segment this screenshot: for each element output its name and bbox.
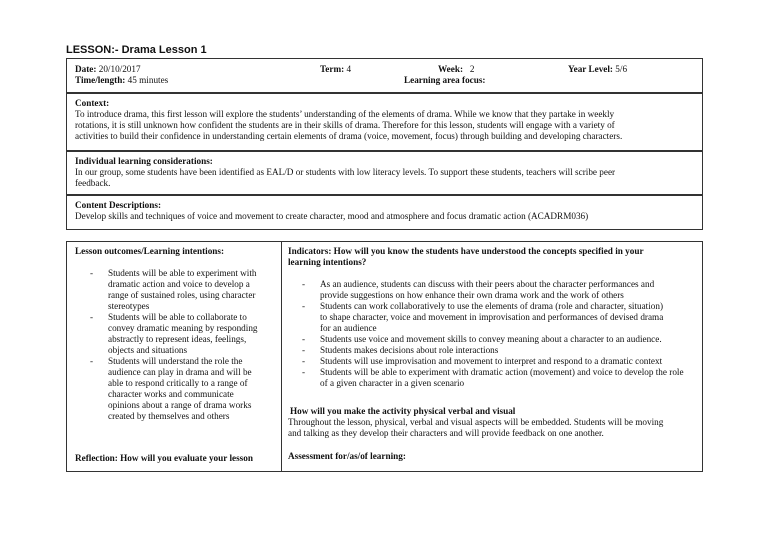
week-label: Week: — [438, 64, 464, 74]
week-value: 2 — [469, 64, 475, 74]
individual-heading: Individual learning considerations: — [75, 156, 213, 166]
date-row — [75, 64, 141, 75]
physical-heading: How will you make the activity physical verbal and visual — [290, 406, 516, 416]
term-label: Term: — [320, 64, 345, 74]
time-value: 45 minutes — [127, 75, 169, 85]
individual-line: In our group, some students have been identified as EAL/D or students with low literacy levels. To support these students, teachers will scribe peer — [75, 167, 616, 177]
assessment-heading: Assessment for/as/of learning: — [288, 451, 406, 461]
outcome-item: - Students will understand the role the audience can play in drama and will be able to respond critically to a range of character works and communicate opinions about a range of drama works created by themselves and others — [90, 356, 252, 421]
physical-line: Throughout the lesson, physical, verbal and visual aspects will be embedded. Students will be moving — [288, 417, 664, 427]
week-row — [438, 64, 475, 75]
outcomes-list — [90, 268, 278, 422]
date-label: Date: — [75, 64, 97, 74]
context-line: activities to build their confidence in understanding certain elements of drama (voice, movement, focus) through building and developing characters. — [75, 131, 623, 141]
year-row — [568, 64, 627, 75]
indicator-item: - Students will use improvisation and movement to interpret and respond to a dramatic context — [302, 356, 663, 366]
outcome-item: - Students will be able to collaborate to convey dramatic meaning by responding abstractly to represent ideas, feelings, objects and situations — [90, 312, 258, 355]
indicator-item: - Students makes decisions about role interactions — [302, 345, 499, 355]
indicator-item: - Students will be able to experiment with dramatic action (movement) and voice to develop the role of a given character in a given scenario — [302, 367, 684, 388]
indicator-item: - Students use voice and movement skills to convey meaning about a character to an audience. — [302, 334, 662, 344]
content-heading: Content Descriptions: — [75, 200, 161, 210]
column-divider — [281, 241, 282, 472]
individual-line: feedback. — [75, 178, 111, 188]
physical-line: and talking as they develop their characters and will provide feedback on one another. — [288, 428, 604, 438]
indicator-item: - As an audience, students can discuss with their peers about the character performances and provide suggestions on how enhance their own drama work and the work of others — [302, 279, 655, 300]
indicator-item: - Students can work collaboratively to use the elements of drama (role and character, situation) to shape character, voice and movement in improvisation and performances of devised drama for an audience — [302, 301, 664, 333]
indicators-list — [302, 279, 700, 389]
context-line: rotations, it is still unknown how confident the students are in their skills of drama. Therefore for this lesson, students will engage with a variety of — [75, 120, 615, 130]
reflection-heading: Reflection: How will you evaluate your lesson — [75, 453, 253, 463]
term-row — [320, 64, 351, 75]
outcome-item: - Students will be able to experiment with dramatic action and voice to develop a range of sustained roles, using character stereotypes — [90, 268, 257, 311]
time-row — [75, 75, 168, 86]
context-line: To introduce drama, this first lesson will explore the students’ understanding of the elements of drama. While we know that they partake in weekly — [75, 109, 615, 119]
lesson-title: LESSON:- Drama Lesson 1 — [66, 44, 207, 56]
year-value: 5/6 — [615, 64, 628, 74]
context-heading: Context: — [75, 98, 110, 108]
year-label: Year Level: — [568, 64, 613, 74]
date-value: 20/10/2017 — [98, 64, 141, 74]
term-value: 4 — [346, 64, 352, 74]
time-label: Time/length: — [75, 75, 126, 85]
outcomes-heading: Lesson outcomes/Learning intentions: — [75, 246, 225, 256]
content-line: Develop skills and techniques of voice and movement to create character, mood and atmosphere and focus dramatic action (ACADRM036) — [75, 211, 589, 221]
indicators-heading-2: learning intentions? — [288, 257, 367, 267]
indicators-heading: Indicators: How will you know the students have understood the concepts specified in your — [288, 246, 644, 256]
focus-label: Learning area focus: — [404, 75, 486, 85]
